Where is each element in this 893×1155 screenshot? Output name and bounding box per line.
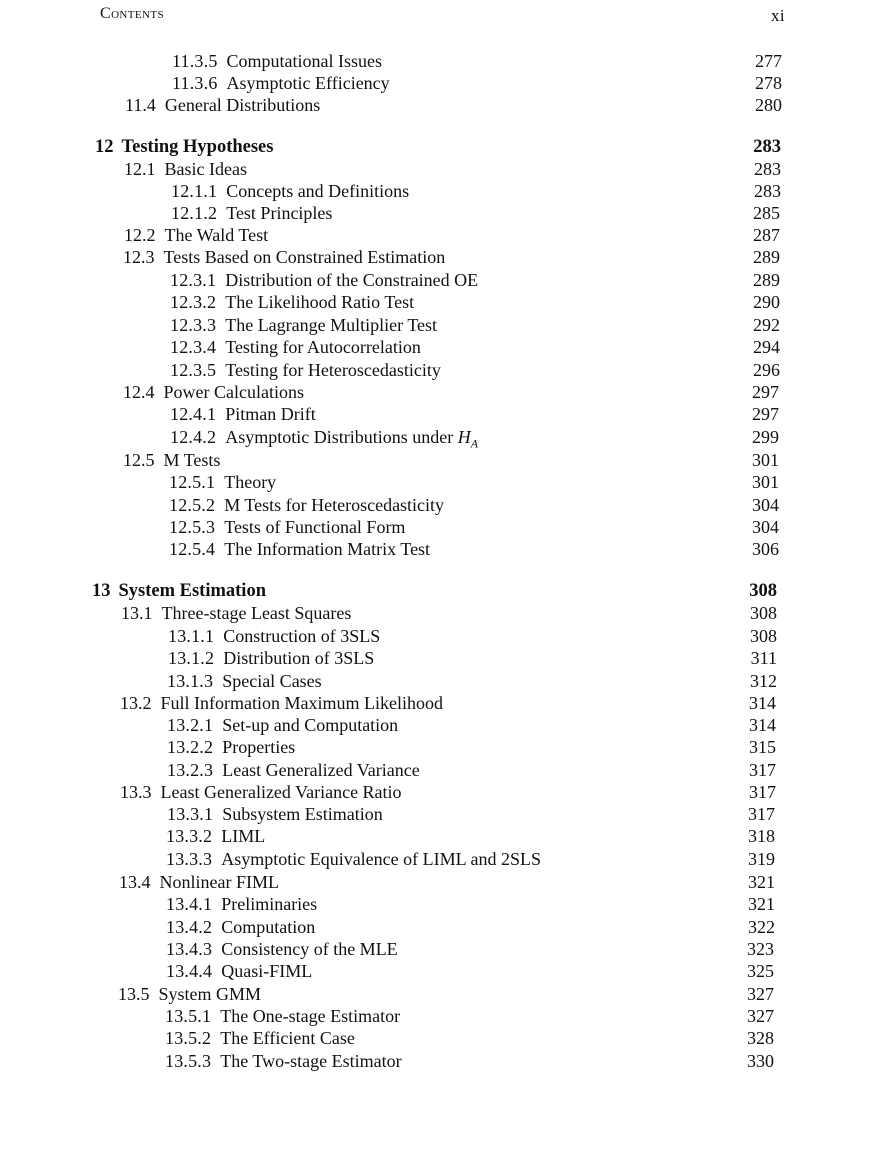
toc-section-entry[interactable] xyxy=(120,781,776,803)
toc-entry-page: 321 xyxy=(748,872,775,892)
toc-entry-number: 13.5 xyxy=(118,984,150,1004)
toc-entry-page: 308 xyxy=(749,581,777,601)
toc-entry-page: 323 xyxy=(747,939,774,959)
toc-entry-number: 12.4.1 xyxy=(170,404,217,424)
toc-entry-title: Quasi-FIML xyxy=(221,961,313,981)
toc-entry-page: 290 xyxy=(753,292,780,312)
toc-entry-number: 12.4.2 xyxy=(170,427,217,447)
toc-entry-number: 12.5 xyxy=(123,450,155,470)
toc-entry-number: 13.2.3 xyxy=(167,760,214,780)
toc-entry-page: 280 xyxy=(755,95,782,115)
toc-subsection-entry[interactable] xyxy=(166,825,775,847)
toc-entry-page: 283 xyxy=(754,181,781,201)
toc-entry-title: Theory xyxy=(224,472,277,492)
toc-entry-number: 13.3 xyxy=(120,782,152,802)
toc-entry-number: 13.4.4 xyxy=(166,961,213,981)
toc-entry-page: 322 xyxy=(748,917,775,937)
toc-entry-number: 12.3.2 xyxy=(170,292,217,312)
toc-entry-number: 13.4.1 xyxy=(166,894,213,914)
toc-entry-page: 317 xyxy=(749,760,776,780)
toc-entry-title: The Information Matrix Test xyxy=(224,539,431,559)
toc-entry-title: Testing Hypotheses xyxy=(121,137,274,157)
toc-entry-page: 277 xyxy=(755,51,782,71)
toc-entry-page: 301 xyxy=(752,450,779,470)
toc-entry-number: 13.1.3 xyxy=(167,671,214,691)
toc-subsection-entry[interactable] xyxy=(172,50,782,72)
toc-entry-title: The Two-stage Estimator xyxy=(220,1051,402,1071)
toc-entry-page: 283 xyxy=(753,137,781,157)
toc-subsection-entry[interactable] xyxy=(170,426,779,451)
toc-section-entry[interactable] xyxy=(123,449,779,471)
toc-section-entry[interactable] xyxy=(121,602,777,624)
toc-entry-title: Least Generalized Variance Ratio xyxy=(160,782,402,802)
toc-entry-page: 327 xyxy=(747,1006,774,1026)
toc-subsection-entry[interactable] xyxy=(165,1005,774,1027)
toc-entry-number: 12.3.1 xyxy=(170,270,217,290)
toc-entry-number: 13.2 xyxy=(120,693,152,713)
toc-entry-number: 12.5.1 xyxy=(169,472,216,492)
toc-entry-title: Special Cases xyxy=(222,671,322,691)
toc-entry-page: 304 xyxy=(752,495,779,515)
toc-entry-page: 289 xyxy=(753,270,780,290)
toc-entry-title: Subsystem Estimation xyxy=(222,804,383,824)
toc-entry-title: The Likelihood Ratio Test xyxy=(225,292,415,312)
toc-entry-title: System GMM xyxy=(158,984,262,1004)
toc-subsection-entry[interactable] xyxy=(170,403,779,425)
toc-entry-title: M Tests xyxy=(163,450,221,470)
toc-subsection-entry[interactable] xyxy=(168,647,777,669)
toc-subsection-entry[interactable] xyxy=(170,336,780,358)
toc-entry-number: 12.1.1 xyxy=(171,181,218,201)
toc-entry-page: 306 xyxy=(752,539,779,559)
toc-section-entry[interactable] xyxy=(123,381,779,403)
toc-chapter-entry[interactable] xyxy=(95,136,781,158)
toc-entry-number: 12.2 xyxy=(124,225,156,245)
toc-entry-number: 12.5.4 xyxy=(169,539,216,559)
toc-entry-title: Tests of Functional Form xyxy=(224,517,406,537)
toc-entry-page: 318 xyxy=(748,826,775,846)
toc-entry-title: M Tests for Heteroscedasticity xyxy=(224,495,445,515)
toc-section-entry[interactable] xyxy=(120,692,776,714)
toc-subsection-entry[interactable] xyxy=(167,670,777,692)
toc-entry-number: 13.5.1 xyxy=(165,1006,212,1026)
toc-entry-title: Basic Ideas xyxy=(164,159,247,179)
toc-entry-number: 13 xyxy=(92,581,111,601)
toc-entry-number: 12.5.2 xyxy=(169,495,216,515)
toc-entry-number: 12.3 xyxy=(123,247,155,267)
toc-entry-number: 12.5.3 xyxy=(169,517,216,537)
toc-entry-page: 317 xyxy=(748,804,775,824)
toc-subsection-entry[interactable] xyxy=(165,1050,774,1072)
toc-entry-number: 13.2.2 xyxy=(167,737,214,757)
toc-subsection-entry[interactable] xyxy=(171,180,781,202)
toc-entry-title: The Efficient Case xyxy=(220,1028,355,1048)
toc-entry-page: 311 xyxy=(750,648,777,668)
running-head-title: Contents xyxy=(100,5,164,22)
toc-subsection-entry[interactable] xyxy=(167,803,775,825)
toc-entry-title: Three-stage Least Squares xyxy=(161,603,352,623)
toc-entry-title: Testing for Autocorrelation xyxy=(225,337,421,357)
toc-entry-page: 289 xyxy=(753,247,780,267)
toc-entry-number: 13.3.3 xyxy=(166,849,213,869)
toc-entry-title: Full Information Maximum Likelihood xyxy=(160,693,443,713)
toc-subsection-entry[interactable] xyxy=(169,471,779,493)
toc-entry-title: The One-stage Estimator xyxy=(220,1006,401,1026)
toc-section-entry[interactable] xyxy=(123,246,780,268)
toc-entry-page: 312 xyxy=(750,671,777,691)
toc-entry-title: Properties xyxy=(222,737,296,757)
toc-entry-title: LIML xyxy=(221,826,266,846)
toc-entry-page: 308 xyxy=(750,603,777,623)
toc-entry-title: Asymptotic Efficiency xyxy=(226,73,390,93)
toc-entry-page: 328 xyxy=(747,1028,774,1048)
toc-entry-page: 294 xyxy=(753,337,780,357)
toc-entry-number: 13.1.1 xyxy=(168,626,215,646)
toc-subsection-entry[interactable] xyxy=(166,960,774,982)
toc-section-entry[interactable] xyxy=(124,224,780,246)
running-head-page-number: xi xyxy=(770,6,785,25)
toc-entry-page: 283 xyxy=(754,159,781,179)
toc-subsection-entry[interactable] xyxy=(170,359,780,381)
toc-entry-title: Nonlinear FIML xyxy=(159,872,279,892)
toc-entry-page: 314 xyxy=(749,693,776,713)
toc-entry-number: 12.4 xyxy=(123,382,155,402)
toc-subsection-entry[interactable] xyxy=(166,938,774,960)
toc-entry-title: Testing for Heteroscedasticity xyxy=(225,360,441,380)
math-variable: H xyxy=(457,427,471,447)
toc-entry-title: Distribution of 3SLS xyxy=(223,648,375,668)
toc-section-entry[interactable] xyxy=(118,983,774,1005)
toc-entry-page: 319 xyxy=(748,849,775,869)
toc-subsection-entry[interactable] xyxy=(170,269,780,291)
toc-entry-page: 325 xyxy=(747,961,774,981)
toc-entry-number: 13.5.3 xyxy=(165,1051,212,1071)
toc-entry-page: 297 xyxy=(752,382,779,402)
running-head xyxy=(100,5,785,27)
toc-subsection-entry[interactable] xyxy=(172,72,782,94)
toc-section-entry[interactable] xyxy=(124,158,781,180)
toc-entry-number: 11.3.5 xyxy=(172,51,218,71)
toc-entry-title: Preliminaries xyxy=(221,894,318,914)
toc-subsection-entry[interactable] xyxy=(169,516,779,538)
toc-entry-page: 330 xyxy=(747,1051,774,1071)
toc-subsection-entry[interactable] xyxy=(167,714,776,736)
toc-entry-number: 12.3.3 xyxy=(170,315,217,335)
toc-entry-title: Consistency of the MLE xyxy=(221,939,398,959)
toc-entry-title: Test Principles xyxy=(226,203,333,223)
toc-subsection-entry[interactable] xyxy=(168,625,777,647)
toc-entry-title: Concepts and Definitions xyxy=(226,181,410,201)
toc-subsection-entry[interactable] xyxy=(165,1027,774,1049)
toc-entry-number: 12.1 xyxy=(124,159,156,179)
toc-entry-title: Tests Based on Constrained Estimation xyxy=(163,247,446,267)
toc-section-entry[interactable] xyxy=(119,871,775,893)
toc-entry-page: 301 xyxy=(752,472,779,492)
toc-entry-page: 317 xyxy=(749,782,776,802)
toc-subsection-entry[interactable] xyxy=(166,916,775,938)
toc-subsection-entry[interactable] xyxy=(169,494,779,516)
toc-entry-page: 314 xyxy=(749,715,776,735)
toc-entry-number: 13.4.2 xyxy=(166,917,213,937)
toc-chapter-entry[interactable] xyxy=(92,580,777,602)
toc-entry-title: General Distributions xyxy=(164,95,321,115)
toc-entry-title: Set-up and Computation xyxy=(222,715,399,735)
toc-subsection-entry[interactable] xyxy=(170,291,780,313)
toc-subsection-entry[interactable] xyxy=(169,538,779,560)
toc-entry-title: Power Calculations xyxy=(163,382,304,402)
toc-entry-number: 12 xyxy=(95,137,114,157)
toc-subsection-entry[interactable] xyxy=(170,314,780,336)
toc-section-entry[interactable] xyxy=(125,94,782,116)
toc-entry-page: 296 xyxy=(753,360,780,380)
toc-entry-number: 11.4 xyxy=(125,95,156,115)
toc-entry-page: 308 xyxy=(750,626,777,646)
toc-entry-page: 285 xyxy=(753,203,780,223)
toc-entry-title: Computational Issues xyxy=(226,51,383,71)
toc-entry-number: 11.3.6 xyxy=(172,73,218,93)
toc-entry-number: 13.4 xyxy=(119,872,151,892)
toc-entry-title: Asymptotic Distributions under $H_A$ xyxy=(225,427,479,451)
toc-entry-title: Construction of 3SLS xyxy=(223,626,381,646)
toc-entry-page: 304 xyxy=(752,517,779,537)
toc-entry-number: 13.3.2 xyxy=(166,826,213,846)
toc-subsection-entry[interactable] xyxy=(166,893,775,915)
toc-entry-title: The Wald Test xyxy=(164,225,269,245)
toc-entry-title: Pitman Drift xyxy=(225,404,316,424)
toc-entry-page: 315 xyxy=(749,737,776,757)
toc-entry-title: Distribution of the Constrained OE xyxy=(225,270,479,290)
toc-entry-title: Computation xyxy=(221,917,316,937)
toc-entry-number: 13.1.2 xyxy=(168,648,215,668)
toc-entry-page: 321 xyxy=(748,894,775,914)
toc-entry-number: 12.3.5 xyxy=(170,360,217,380)
toc-subsection-entry[interactable] xyxy=(171,202,780,224)
toc-entry-page: 287 xyxy=(753,225,780,245)
toc-entry-number: 13.1 xyxy=(121,603,153,623)
toc-entry-page: 327 xyxy=(747,984,774,1004)
toc-entry-number: 12.3.4 xyxy=(170,337,217,357)
toc-entry-title: System Estimation xyxy=(118,581,266,601)
toc-entry-page: 299 xyxy=(752,427,779,447)
toc-entry-page: 297 xyxy=(752,404,779,424)
toc-entry-number: 13.5.2 xyxy=(165,1028,212,1048)
toc-entry-page: 292 xyxy=(753,315,780,335)
toc-entry-number: 13.2.1 xyxy=(167,715,214,735)
toc-entry-title: The Lagrange Multiplier Test xyxy=(225,315,438,335)
toc-entry-number: 12.1.2 xyxy=(171,203,218,223)
toc-entry-number: 13.3.1 xyxy=(167,804,214,824)
toc-subsection-entry[interactable] xyxy=(166,848,775,870)
toc-entry-number: 13.4.3 xyxy=(166,939,213,959)
toc-subsection-entry[interactable] xyxy=(167,736,776,758)
toc-subsection-entry[interactable] xyxy=(167,759,776,781)
toc-entry-title: Least Generalized Variance xyxy=(222,760,420,780)
toc-entry-title: Asymptotic Equivalence of LIML and 2SLS xyxy=(221,849,541,869)
toc-entry-page: 278 xyxy=(755,73,782,93)
math-subscript: A xyxy=(470,436,479,451)
